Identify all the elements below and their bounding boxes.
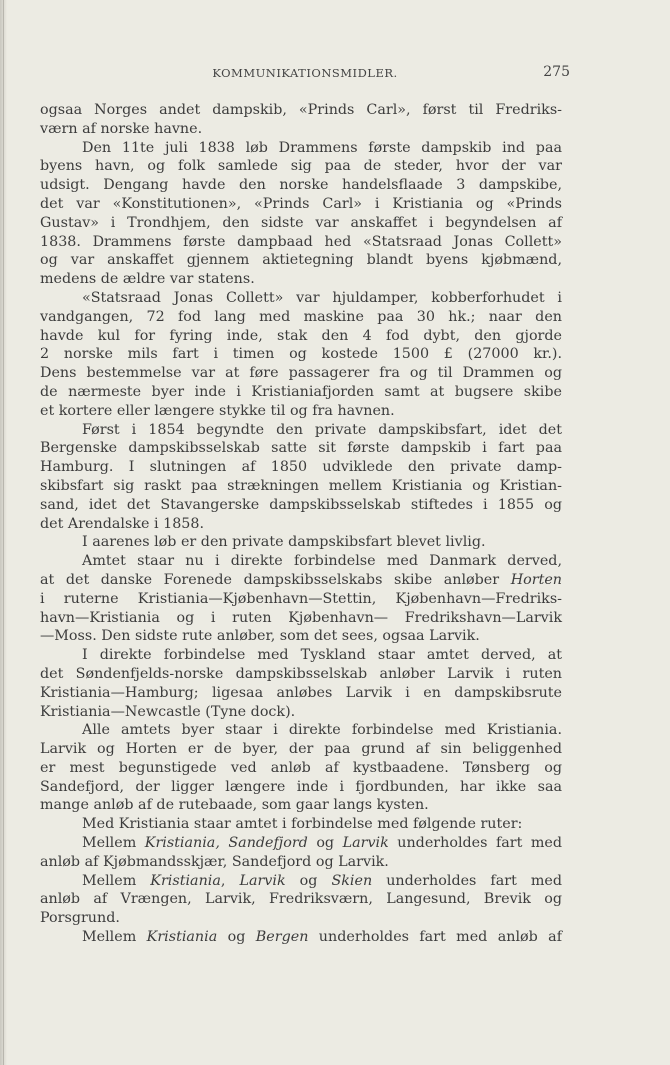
text-line: vandgangen, 72 fod lang med maskine paa 30 hk.; naar den [40,308,562,325]
text-line: ogsaa Norges andet dampskib, «Prinds Carl», først til Fredriks- [40,102,562,118]
text-segment: underholdes fart med anløb af [318,929,562,946]
text-segment: Mellem [82,872,137,889]
text-line: I direkte forbindelse med Tyskland staar amtet derved, at [82,647,562,664]
text-segment: at det danske Forenede dampskibsselskabs skibe anløber [40,571,500,588]
text-line: «Statsraad Jonas Collett» var hjuldamper, kobberforhudet i [82,289,562,306]
text-line: skibsfart sig raskt paa strækningen mellem Kristiania og Kristian- [40,477,562,494]
text-line: Først i 1854 begyndte den private dampskibsfart, idet det [82,421,562,438]
place-name-emphasis: Skien [331,872,373,889]
text-line: Gustav» i Trondhjem, den sidste var anskaffet i begyndelsen af [40,214,562,231]
place-name-emphasis: Kristiania [150,872,221,889]
text-line: udsigt. Dengang havde den norske handelsflaade 3 dampskibe, [40,177,562,194]
text-line: sand, idet det Stavangerske dampskibsselskab stiftedes i 1855 og [40,496,562,513]
text-line: medens de ældre var statens. [40,271,255,288]
text-line [40,571,562,590]
text-line: 2 norske mils fart i timen og kostede 1500 £ (27000 kr.). [40,346,562,363]
text-line: Amtet staar nu i direkte forbindelse med Danmark derved, [82,553,562,570]
text-line: byens havn, og folk samlede sig paa de steder, hvor der var [40,158,562,175]
text-line: mange anløb af de rutebaade, som gaar langs kysten. [40,797,429,814]
text-segment: Mellem [82,835,137,852]
place-name-emphasis: Kristiania, Sandefjord [144,835,308,852]
text-segment: og [316,835,335,852]
place-name-emphasis: Larvik [342,835,389,852]
text-line: det var «Konstitutionen», «Prinds Carl» i Kristiania og «Prinds [40,195,562,212]
body-text [40,101,562,947]
text-line: anløb af Vrængen, Larvik, Fredriksværn, Langesund, Brevik og [40,891,562,908]
text-line: Kristiania—Newcastle (Tyne dock). [40,703,296,720]
text-line: i ruterne Kristiania—Kjøbenhavn—Stettin, Kjøbenhavn—Fredriks- [40,590,562,607]
text-line: de nærmeste byer inde i Kristianiafjorden samt at bugsere skibe [40,383,562,400]
text-line: Porsgrund. [40,910,120,927]
place-name-emphasis: Larvik [239,872,286,889]
place-name-emphasis: Horten [510,571,563,588]
text-line: I aarenes løb er den private dampskibsfart blevet livlig. [82,534,486,551]
place-name-emphasis: Kristiania [146,929,218,946]
text-line: Dens bestemmelse var at føre passagerer fra og til Drammen og [40,365,562,382]
text-line: Alle amtets byer staar i direkte forbindelse med Kristiania. [82,722,562,739]
text-segment: og [227,929,246,946]
text-line: Bergenske dampskibsselskab satte sit første dampskib i fart paa [40,440,562,457]
text-line: det Søndenfjelds-norske dampskibsselskab anløber Larvik i ruten [40,665,562,682]
page-header [40,64,570,84]
text-segment: underholdes fart med [397,835,563,852]
running-title: KOMMUNIKATIONSMIDLER. [212,66,398,80]
text-segment: og [299,872,318,889]
text-line: —Moss. Den sidste rute anløber, som det sees, ogsaa Larvik. [40,628,480,645]
text-line: Sandefjord, der ligger længere inde i fjordbunden, har ikke saa [40,778,562,795]
text-line [40,928,562,947]
binding-line [3,0,4,1065]
place-name-emphasis: Bergen [255,929,309,946]
text-line: anløb af Kjøbmandsskjær, Sandefjord og Larvik. [40,853,389,870]
page-number: 275 [543,64,570,80]
text-line: værn af norske havne. [40,120,203,137]
text-line: Mellem Kristiania, Larvik og Skien underholdes fart med [82,872,563,889]
text-line: og var anskaffet gjennem aktietegning blandt byens kjøbmænd, [40,252,562,269]
text-line [40,834,562,853]
text-line: det Arendalske i 1858. [40,515,205,532]
text-line: Den 11te juli 1838 løb Drammens første dampskib ind paa [82,139,562,156]
text-line: havn—Kristiania og i ruten Kjøbenhavn— Fredrikshavn—Larvik [40,609,562,626]
text-line: 1838. Drammens første dampbaad hed «Statsraad Jonas Collett» [40,233,562,250]
text-line: Hamburg. I slutningen af 1850 udviklede den private damp- [40,459,562,476]
text-line: et kortere eller længere stykke til og fra havnen. [40,402,395,419]
text-line: Larvik og Horten er de byer, der paa grund af sin beliggenhed [40,741,562,758]
text-segment: Mellem [82,929,137,946]
text-line: er mest begunstigede ved anløb af kystbaadene. Tønsberg og [40,759,562,776]
text-line: havde kul for fyring inde, stak den 4 fod dybt, den gjorde [40,327,562,344]
text-line: Kristiania—Hamburg; ligesaa anløbes Larvik i en dampskibsrute [40,684,562,701]
text-line: Med Kristiania staar amtet i forbindelse med følgende ruter: [82,816,523,833]
text-segment: underholdes fart med [386,872,563,889]
